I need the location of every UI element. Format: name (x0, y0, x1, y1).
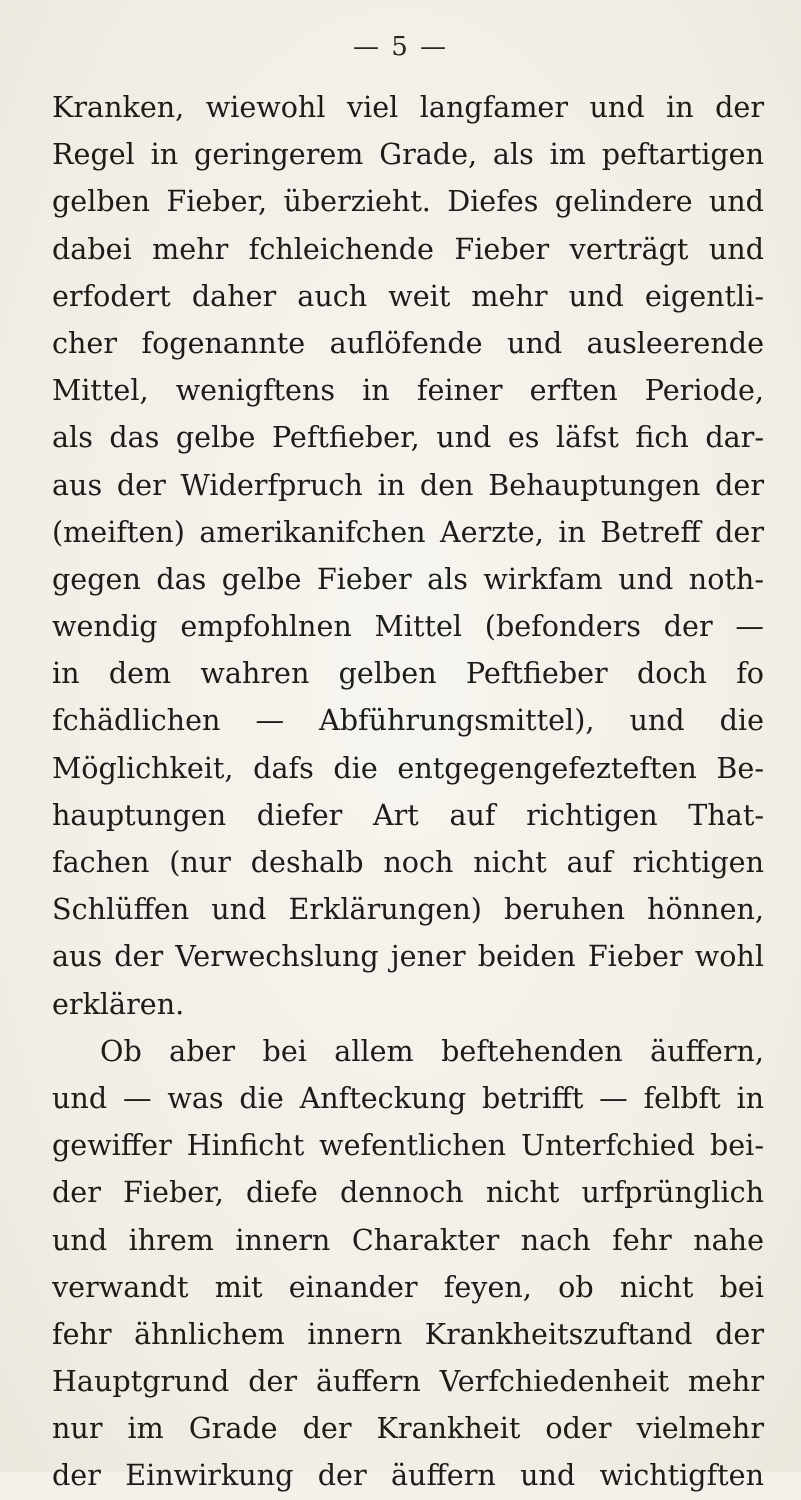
text-line: Hauptgrund der äuffern Verfchiedenheit mehr (52, 1364, 764, 1399)
text-line: fchädlichen — Abführungsmittel), und die (52, 703, 764, 738)
text-line: der Einwirkung der äuffern und wichtigften (52, 1458, 764, 1493)
text-line: in dem wahren gelben Peftfieber doch fo (52, 656, 764, 691)
text-line: als das gelbe Peftfieber, und es läfst fich dar- (52, 420, 764, 455)
text-line: Kranken, wiewohl viel langfamer und in der (52, 90, 764, 124)
text-line: wendig empfohlnen Mittel (befonders der — (52, 609, 764, 644)
text-line: der Fieber, diefe dennoch nicht urfprünglich (52, 1175, 764, 1210)
text-line: und — was die Anfteckung betrifft — felbft in (52, 1080, 764, 1115)
text-line: aus der Widerfpruch in den Behauptungen der (52, 467, 764, 502)
text-line: fachen (nur deshalb noch nicht auf richtigen (52, 845, 764, 879)
text-line: Möglichkeit, dafs die entgegengefezteften Be- (52, 750, 764, 785)
paragraph-2 (52, 1028, 764, 1500)
text-line: erklären. (52, 986, 185, 1021)
text-line: Regel in geringerem Grade, als im peftartigen (52, 137, 764, 172)
body-text (52, 84, 764, 1500)
text-line: nur im Grade der Krankheit oder vielmehr (52, 1411, 764, 1446)
text-line: gelben Fieber, überzieht. Diefes gelindere und (52, 184, 764, 219)
text-line: dabei mehr fchleichende Fieber verträgt und (52, 231, 764, 266)
text-line: fehr ähnlichem innern Krankheitszuftand der (52, 1316, 764, 1351)
text-line: erfodert daher auch weit mehr und eigentli- (52, 278, 764, 313)
text-line: gewiffer Hinficht wefentlichen Unterfchied bei- (52, 1128, 764, 1163)
text-line: (meiften) amerikanifchen Aerzte, in Betreff der (52, 514, 764, 549)
text-line: verwandt mit einander feyen, ob nicht bei (52, 1269, 764, 1304)
text-line: hauptungen diefer Art auf richtigen That- (52, 797, 764, 832)
text-line: und ihrem innern Charakter nach fehr nahe (52, 1222, 764, 1257)
text-line: cher fogenannte auflöfende und ausleerende (52, 325, 764, 360)
text-line: Schlüffen und Erklärungen) beruhen hönnen, (52, 892, 764, 927)
text-line: Ob aber bei allem beftehenden äuffern, (100, 1033, 764, 1068)
text-line: gegen das gelbe Fieber als wirkfam und noth- (52, 561, 764, 596)
text-line: aus der Verwechslung jener beiden Fieber wohl (52, 939, 764, 974)
page-number: — 5 — (352, 32, 449, 62)
paragraph-1 (52, 84, 764, 1028)
text-line: Mittel, wenigftens in feiner erften Periode, (52, 373, 764, 408)
